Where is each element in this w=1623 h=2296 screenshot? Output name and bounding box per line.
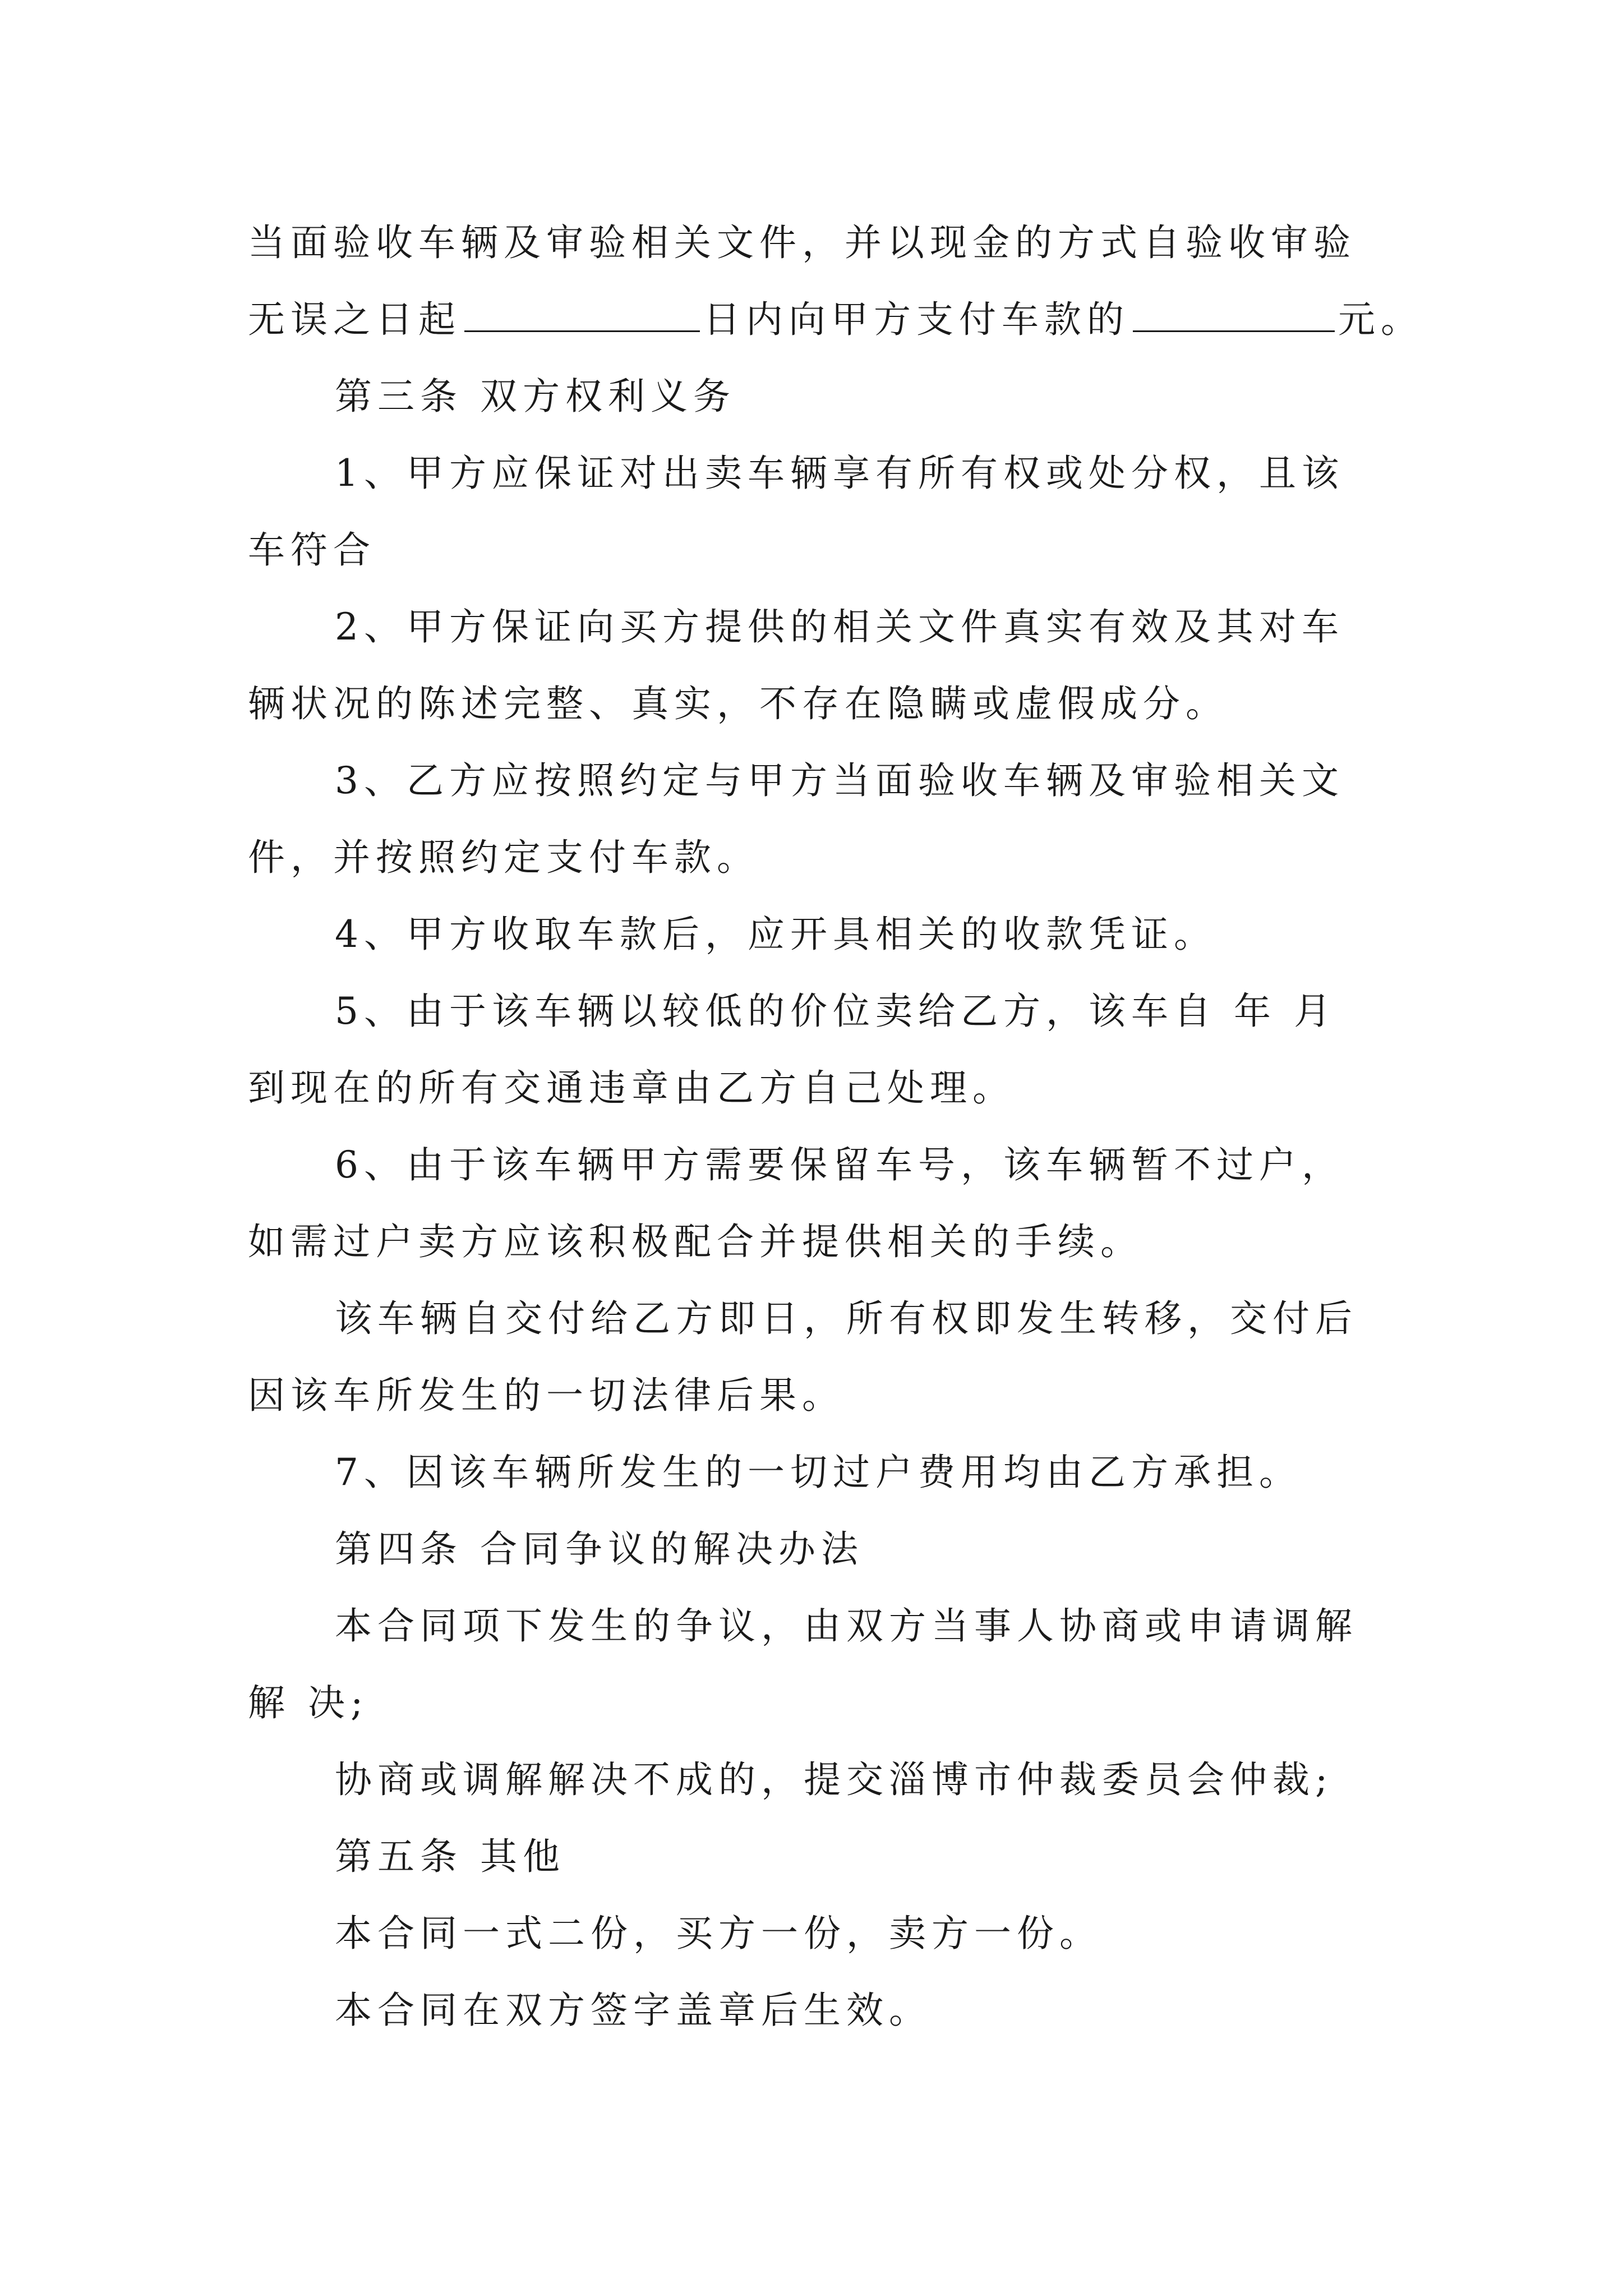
text-line: 1、甲方应保证对出卖车辆享有所有权或处分权，且该 — [335, 452, 1344, 495]
text-line: 本合同在双方签字盖章后生效。 — [335, 1989, 932, 2032]
text-line: 7、因该车辆所发生的一切过户费用均由乙方承担。 — [335, 1451, 1302, 1494]
text-line: 解 决; — [248, 1681, 369, 1724]
text-line: 如需过户卖方应该积极配合并提供相关的手续。 — [248, 1220, 1143, 1263]
text-line: 本合同项下发生的争议，由双方当事人协商或申请调解 — [335, 1604, 1358, 1648]
amount-blank[interactable] — [1133, 297, 1335, 332]
text-line: 到现在的所有交通违章由乙方自己处理。 — [248, 1066, 1015, 1110]
text-line: 协商或调解解决不成的，提交淄博市仲裁委员会仲裁; — [335, 1758, 1334, 1801]
text-line: 该车辆自交付给乙方即日，所有权即发生转移，交付后 — [335, 1297, 1358, 1340]
text-line: 6、由于该车辆甲方需要保留车号，该车辆暂不过户， — [335, 1143, 1344, 1186]
text-line: 5、由于该车辆以较低的价位卖给乙方，该车自 年 月 — [335, 990, 1336, 1033]
text-line: 因该车所发生的一切法律后果。 — [248, 1374, 845, 1417]
text-line: 3、乙方应按照约定与甲方当面验收车辆及审验相关文 — [335, 759, 1344, 802]
text-line: 4、甲方收取车款后，应开具相关的收款凭证。 — [335, 913, 1216, 956]
text-line: 本合同一式二份，买方一份，卖方一份。 — [335, 1912, 1102, 1955]
payment-text-middle: 日内向甲方支付车款的 — [703, 298, 1129, 341]
payment-text-start: 无误之日起 — [248, 298, 461, 341]
text-line: 辆状况的陈述完整、真实，不存在隐瞒或虚假成分。 — [248, 682, 1228, 725]
text-line: 当面验收车辆及审验相关文件，并以现金的方式自验收审验 — [248, 221, 1356, 264]
section-heading: 第五条 其他 — [335, 1835, 565, 1878]
payment-line — [248, 289, 1423, 351]
text-line: 车符合 — [248, 528, 376, 572]
days-blank[interactable] — [464, 297, 700, 332]
section-heading: 第四条 合同争议的解决办法 — [335, 1527, 864, 1571]
text-line: 2、甲方保证向买方提供的相关文件真实有效及其对车 — [335, 605, 1344, 648]
section-heading: 第三条 双方权利义务 — [335, 375, 736, 418]
text-line: 件，并按照约定支付车款。 — [248, 836, 759, 879]
payment-text-end: 元。 — [1338, 298, 1423, 341]
